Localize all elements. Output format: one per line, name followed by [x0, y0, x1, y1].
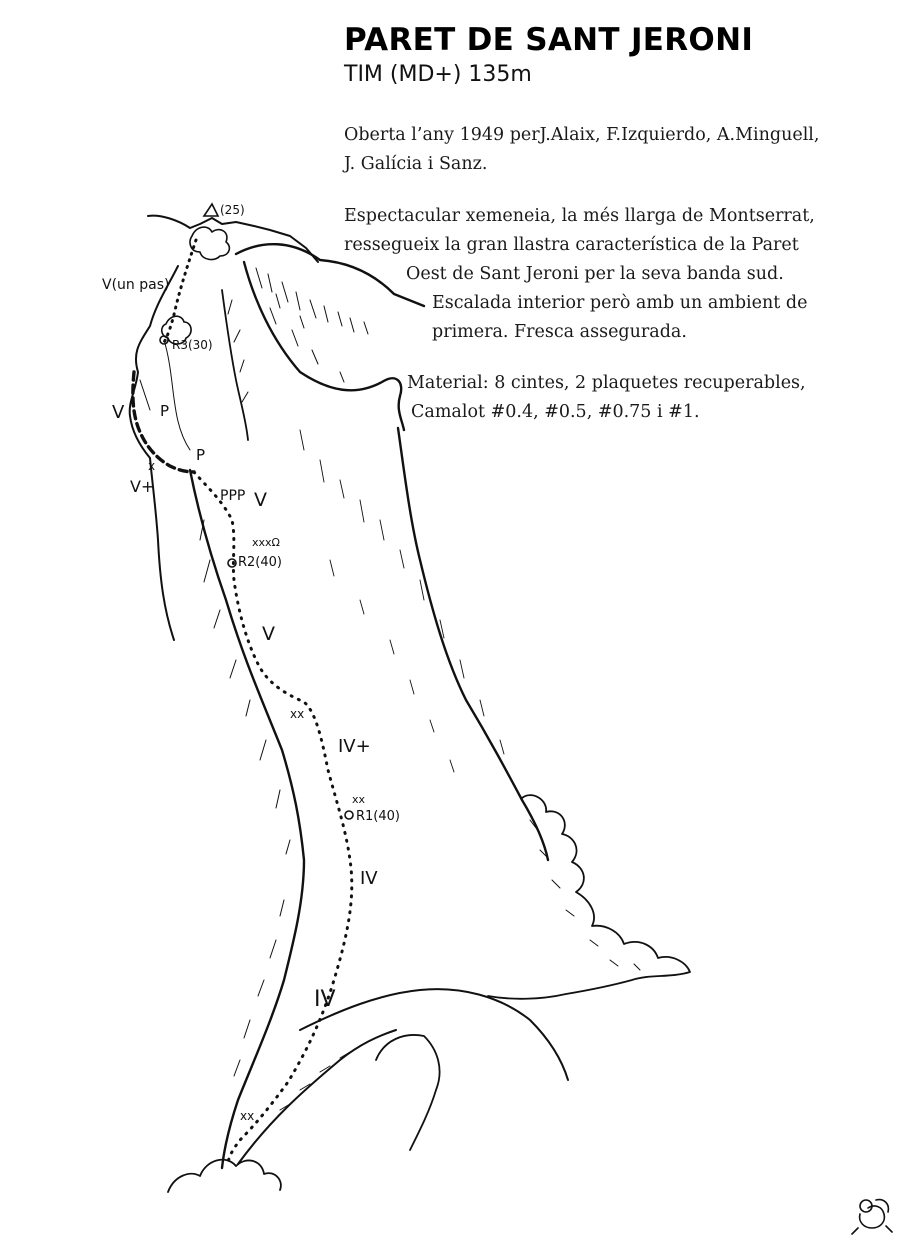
- material-line: Camalot #0.4, #0.5, #0.75 i #1.: [411, 402, 700, 422]
- description-line: ressegueix la gran llastra característica de la Paret: [344, 235, 799, 255]
- pitons-ppp-label: PPP: [220, 488, 246, 504]
- pillar-left-shadow: [140, 340, 190, 450]
- belay-r1-label: R1(40): [356, 809, 400, 824]
- slab-face-hatching: [300, 430, 504, 772]
- base-lower-edge: [238, 1030, 396, 1164]
- belay-r1-ring: [345, 811, 353, 819]
- description-line: Escalada interior però amb un ambient de: [432, 293, 808, 313]
- credits-line: J. Galícia i Sanz.: [344, 154, 488, 174]
- slab-top-outline: [236, 244, 424, 306]
- protection-p2-label: P: [196, 446, 206, 464]
- summit-label: (25): [220, 203, 245, 217]
- base-rock-ridge: [300, 989, 568, 1080]
- credits-line: Oberta l’any 1949 perJ.Alaix, F.Izquierdo, A.Minguell,: [344, 125, 820, 145]
- route-subtitle: TIM (MD+) 135m: [344, 62, 532, 87]
- description-line: primera. Fresca assegurada.: [432, 322, 687, 342]
- topo-labels: [102, 203, 400, 1123]
- description-line: Oest de Sant Jeroni per la seva banda sud.: [406, 264, 784, 284]
- grade-v-left-label: V: [112, 402, 125, 423]
- slab-right-edge: [244, 262, 404, 430]
- slab-hatching: [256, 268, 368, 382]
- material-line: Material: 8 cintes, 2 plaquetes recuperables,: [407, 373, 806, 393]
- belay-r2-label: R2(40): [238, 555, 282, 570]
- summit-ridge: [148, 216, 318, 262]
- page-title: PARET DE SANT JERONI: [344, 22, 754, 58]
- grade-v-right-label: V: [254, 489, 267, 511]
- grade-iv-plus-label: IV+: [338, 736, 371, 757]
- summit-triangle-icon: [204, 204, 218, 216]
- climber-logo-icon: [852, 1200, 892, 1234]
- vegetation-summit: [190, 227, 229, 259]
- bolts-r1-label: xx: [352, 793, 366, 806]
- x-mark-label: x: [148, 459, 156, 473]
- grade-top-label: V(un pas): [102, 277, 170, 293]
- protection-p1-label: P: [160, 402, 170, 420]
- bolts-mid-label: xx: [290, 707, 305, 721]
- slab-inner-crack: [222, 290, 248, 440]
- bolts-r2-label: xxxΩ: [252, 536, 280, 549]
- description-line: Espectacular xemeneia, la més llarga de Montserrat,: [344, 206, 815, 226]
- grade-v-plus-left-label: V+: [130, 477, 155, 496]
- chimney-left-wall: [190, 470, 304, 1168]
- vegetation-right: [488, 795, 690, 999]
- belay-r3-label: R3(30): [172, 338, 213, 352]
- grade-iv-lower-label: IV: [314, 987, 336, 1012]
- bolts-start-label: xx: [240, 1109, 255, 1123]
- vegetation-base: [168, 1160, 281, 1192]
- wall-shading-left: [200, 520, 290, 1076]
- base-inner-rock: [376, 1035, 440, 1150]
- vegetation-hatch: [530, 820, 640, 970]
- grade-iv-upper-label: IV: [360, 868, 378, 889]
- grade-v-mid-label: V: [262, 623, 275, 645]
